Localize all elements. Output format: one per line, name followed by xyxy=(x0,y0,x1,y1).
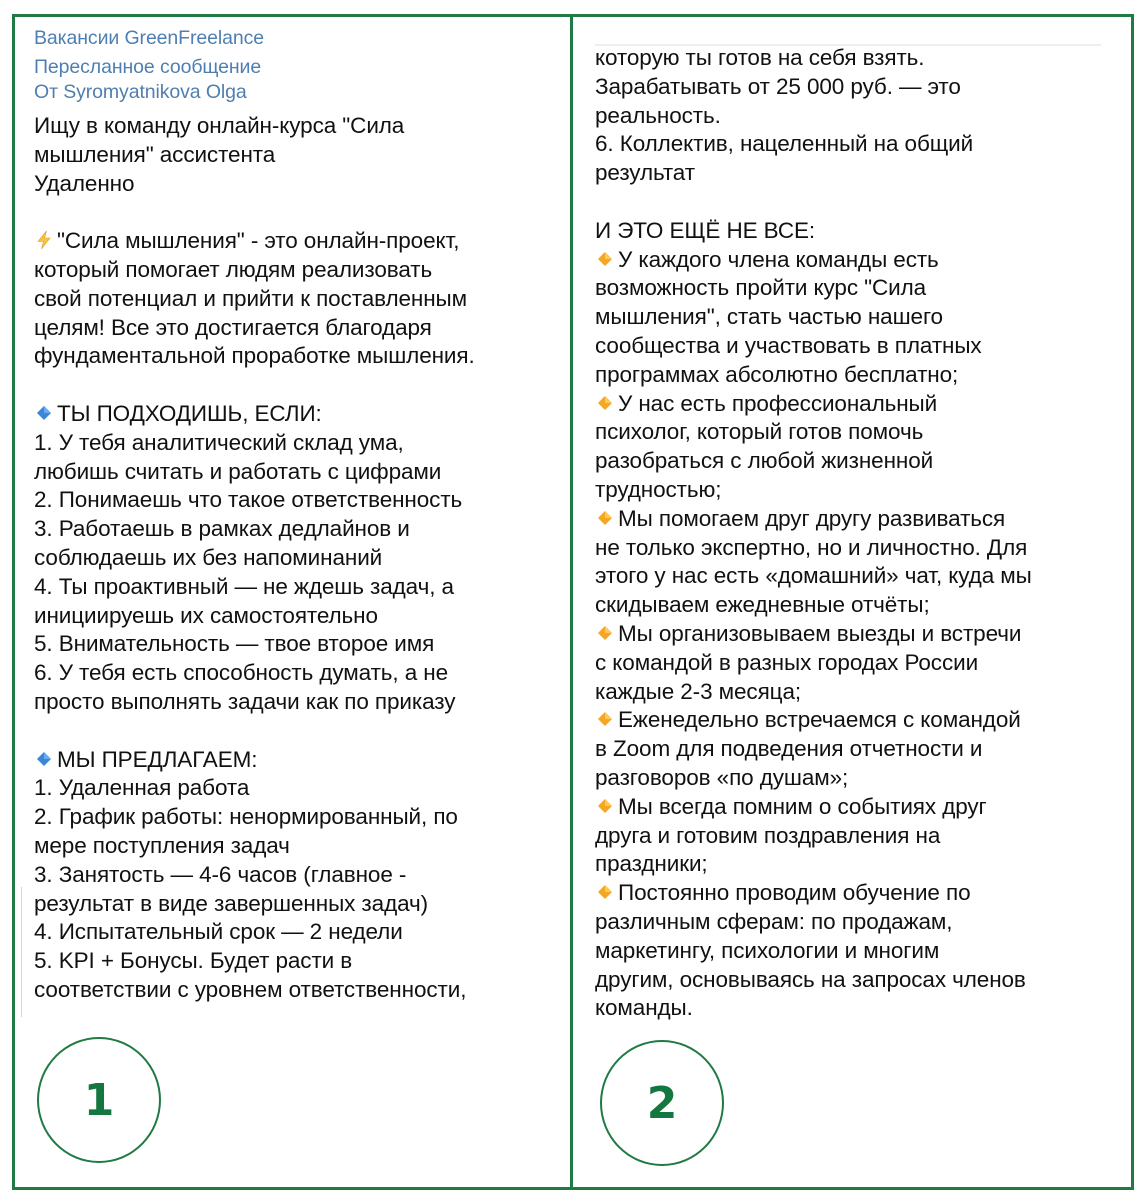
benefit-item: Мы всегда помним о событиях друг xyxy=(595,793,1115,822)
benefit-item: У нас есть профессиональный xyxy=(595,390,1115,419)
fit-item: соблюдаешь их без напоминаний xyxy=(34,544,383,570)
offer-item: 2. График работы: ненормированный, по xyxy=(34,804,458,830)
benefit-line: с командой в разных городах России xyxy=(595,649,979,675)
message-panel-1 xyxy=(15,17,570,1184)
badge-number: 1 xyxy=(83,1074,115,1126)
offer-item: 1. Удаленная работа xyxy=(34,775,250,801)
benefit-line: команды. xyxy=(595,995,693,1021)
fit-item: любишь считать и работать с цифрами xyxy=(34,458,442,484)
offer-item: результат в виде завершенных задач) xyxy=(34,890,429,916)
benefit-line: маркетингу, психологии и многим xyxy=(595,937,940,963)
benefit-item: У каждого члена команды есть xyxy=(595,246,1115,275)
benefit-line: сообщества и участвовать в платных xyxy=(595,332,982,358)
benefit-line: возможность пройти курс "Сила xyxy=(595,275,927,301)
benefit-item: Еженедельно встречаемся с командой xyxy=(595,706,1115,735)
forwarded-from-link[interactable]: От Syromyatnikova Olga xyxy=(34,81,247,103)
benefit-line: другим, основываясь на запросах членов xyxy=(595,966,1026,992)
blue-diamond-icon xyxy=(34,403,54,423)
continuation-line: 6. Коллектив, нацеленный на общий xyxy=(595,131,974,157)
about-line: свой потенциал и прийти к поставленным xyxy=(34,285,467,311)
benefit-item: Мы организовываем выезды и встречи xyxy=(595,620,1115,649)
orange-diamond-icon xyxy=(595,796,615,816)
lightning-icon xyxy=(34,230,54,250)
fit-item: 4. Ты проактивный — не ждешь задач, а xyxy=(34,573,454,599)
orange-diamond-icon xyxy=(595,249,615,269)
continuation-line: результат xyxy=(595,160,695,186)
intro-line: мышления" ассистента xyxy=(34,141,276,167)
fit-heading: ТЫ ПОДХОДИШЬ, ЕСЛИ: xyxy=(34,400,554,429)
benefit-line: каждые 2-3 месяца; xyxy=(595,678,802,704)
benefit-line: друга и готовим поздравления на xyxy=(595,822,941,848)
benefit-line: программах абсолютно бесплатно; xyxy=(595,361,959,387)
benefit-line: мышления", стать частью нашего xyxy=(595,304,943,330)
benefit-line: в Zoom для подведения отчетности и xyxy=(595,736,983,762)
about-line: фундаментальной проработке мышления. xyxy=(34,343,475,369)
fit-item: 5. Внимательность — твое второе имя xyxy=(34,631,435,657)
fit-item: 1. У тебя аналитический склад ума, xyxy=(34,429,404,455)
intro-line: Удаленно xyxy=(34,170,135,196)
benefit-item: Мы помогаем друг другу развиваться xyxy=(595,505,1115,534)
benefit-line: этого у нас есть «домашний» чат, куда мы xyxy=(595,563,1032,589)
benefit-line: не только экспертно, но и личностно. Для xyxy=(595,534,1028,560)
offer-item: мере поступления задач xyxy=(34,832,290,858)
orange-diamond-icon xyxy=(595,393,615,413)
more-heading: И ЭТО ЕЩЁ НЕ ВСЕ: xyxy=(595,217,816,243)
message-content-1 xyxy=(34,25,554,1005)
offer-heading: МЫ ПРЕДЛАГАЕМ: xyxy=(34,746,554,775)
intro-line: Ищу в команду онлайн-курса "Сила xyxy=(34,113,405,138)
fit-item: просто выполнять задачи как по приказу xyxy=(34,688,456,714)
about-line: "Сила мышления" - это онлайн-проект, xyxy=(34,227,554,256)
panel-number-badge-2 xyxy=(600,1040,724,1166)
quote-rule xyxy=(21,887,22,1017)
badge-number: 2 xyxy=(646,1077,678,1129)
offer-item: соответствии с уровнем ответственности, xyxy=(34,976,467,1002)
benefit-line: скидываем ежедневные отчёты; xyxy=(595,592,930,618)
benefit-line: разговоров «по душам»; xyxy=(595,764,849,790)
orange-diamond-icon xyxy=(595,709,615,729)
fit-item: инициируешь их самостоятельно xyxy=(34,602,378,628)
panel-number-badge-1 xyxy=(37,1037,161,1163)
benefit-line: различным сферам: по продажам, xyxy=(595,908,953,934)
benefit-line: трудностью; xyxy=(595,476,722,502)
benefit-line: праздники; xyxy=(595,851,708,877)
fit-item: 2. Понимаешь что такое ответственность xyxy=(34,487,463,513)
message-content-2 xyxy=(595,44,1115,1023)
continuation-line: которую ты готов на себя взять. xyxy=(595,45,925,70)
fit-item: 6. У тебя есть способность думать, а не xyxy=(34,660,449,686)
blue-diamond-icon xyxy=(34,749,54,769)
about-line: целям! Все это достигается благодаря xyxy=(34,314,432,340)
channel-name-link[interactable]: Вакансии GreenFreelance xyxy=(34,27,264,49)
orange-diamond-icon xyxy=(595,508,615,528)
offer-item: 4. Испытательный срок — 2 недели xyxy=(34,919,403,945)
forwarded-label: Пересланное сообщение xyxy=(34,56,262,78)
benefit-line: разобраться с любой жизненной xyxy=(595,448,934,474)
continuation-line: Зарабатывать от 25 000 руб. — это xyxy=(595,73,961,99)
continuation-line: реальность. xyxy=(595,102,721,128)
offer-item: 3. Занятость — 4-6 часов (главное - xyxy=(34,861,407,887)
orange-diamond-icon xyxy=(595,882,615,902)
benefit-item: Постоянно проводим обучение по xyxy=(595,879,1115,908)
fit-item: 3. Работаешь в рамках дедлайнов и xyxy=(34,516,410,542)
message-panel-2 xyxy=(573,17,1129,1184)
about-line: который помогает людям реализовать xyxy=(34,256,433,282)
benefit-line: психолог, который готов помочь xyxy=(595,419,924,445)
orange-diamond-icon xyxy=(595,623,615,643)
offer-item: 5. KPI + Бонусы. Будет расти в xyxy=(34,948,353,974)
